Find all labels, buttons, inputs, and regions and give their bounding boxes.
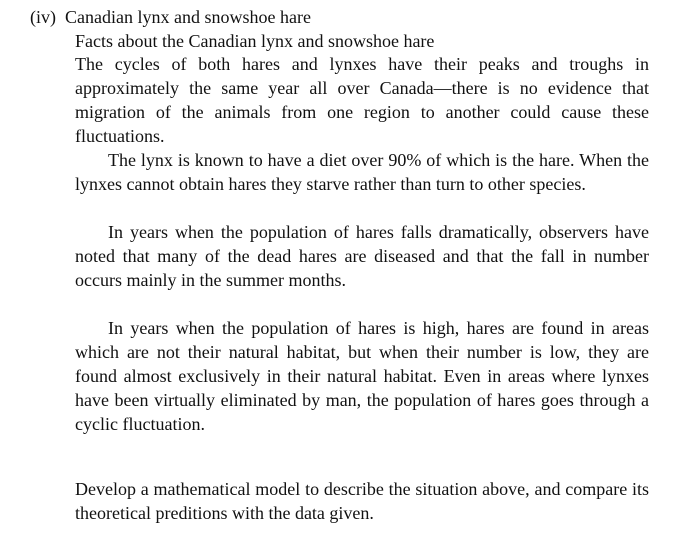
task-instruction (75, 478, 649, 526)
section-heading (30, 5, 311, 29)
section-label: (iv) (30, 7, 56, 27)
paragraph-diet (75, 149, 649, 197)
section-subtitle: Facts about the Canadian lynx and snowshoe hare (75, 31, 435, 51)
paragraph-migration (75, 53, 649, 149)
paragraph-habitat (75, 317, 649, 437)
task-text: Develop a mathematical model to describe the situation above, and compare its theoretical preditions with the data given. (75, 479, 649, 523)
section-title: Canadian lynx and snowshoe hare (65, 7, 311, 27)
paragraph-text: The cycles of both hares and lynxes have their peaks and troughs in approximately the same year all over Canada—there is no evidence that migration of the animals from one region to another could cause these fluctuations. (75, 54, 649, 146)
paragraph-text: In years when the population of hares is high, hares are found in areas which are not their natural habitat, but when their number is low, they are found almost exclusively in their natural habitat. Even in areas where lynxes have been virtually eliminated by man, the population of hares goes through a cyclic fluctuation. (75, 318, 649, 434)
paragraph-text: The lynx is known to have a diet over 90% of which is the hare. When the lynxes cannot obtain hares they starve rather than turn to other species. (75, 150, 649, 194)
paragraph-text: In years when the population of hares falls dramatically, observers have noted that many of the dead hares are diseased and that the fall in number occurs mainly in the summer months. (75, 222, 649, 290)
paragraph-disease (75, 221, 649, 293)
